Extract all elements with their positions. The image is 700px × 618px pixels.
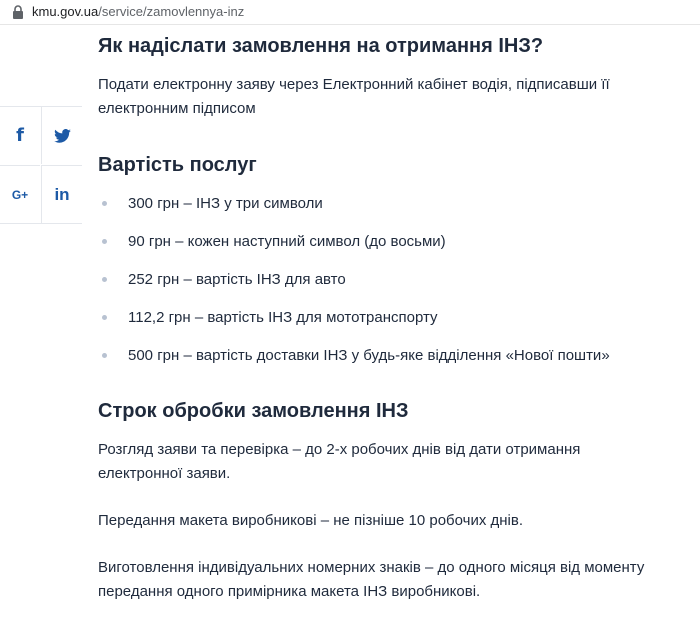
list-item: 500 грн – вартість доставки ІНЗ у будь-яке відділення «Нової пошти»	[98, 346, 688, 366]
bullet-icon	[102, 201, 107, 206]
twitter-icon	[54, 129, 71, 143]
main-content	[98, 24, 688, 604]
term-paragraph-review: Розгляд заяви та перевірка – до 2-х робочих днів від дати отримання електронної заяви.	[98, 441, 581, 482]
lock-icon	[12, 5, 24, 19]
term-section-title: Строк обробки замовлення ІНЗ	[98, 400, 409, 422]
bullet-icon	[102, 277, 107, 282]
address-bar[interactable]	[0, 0, 700, 25]
facebook-share-button[interactable]	[0, 107, 40, 164]
list-item: 300 грн – ІНЗ у три символи	[98, 194, 688, 214]
list-item: 90 грн – кожен наступний символ (до восьми)	[98, 232, 688, 252]
facebook-icon: f	[16, 125, 24, 146]
url-path: /service/zamovlennya-inz	[98, 4, 245, 19]
cost-list	[98, 194, 688, 366]
linkedin-share-button[interactable]	[41, 165, 82, 223]
term-paragraph-production: Виготовлення індивідуальних номерних знаків – до одного місяця від моменту передання одного примірника макета ІНЗ виробникові.	[98, 559, 645, 600]
google-plus-share-button[interactable]	[0, 165, 40, 223]
url-text[interactable]	[32, 3, 244, 21]
list-item: 252 грн – вартість ІНЗ для авто	[98, 270, 688, 290]
send-section-text: Подати електронну заяву через Електронний кабінет водія, підписавши її електронним підписом	[98, 76, 610, 117]
url-host: kmu.gov.ua	[32, 4, 99, 19]
list-item: 112,2 грн – вартість ІНЗ для мототранспорту	[98, 308, 688, 328]
linkedin-icon: in	[54, 184, 70, 204]
share-panel	[0, 106, 82, 224]
send-section-title: Як надіслати замовлення на отримання ІНЗ?	[98, 35, 544, 57]
twitter-share-button[interactable]	[41, 107, 82, 164]
google-plus-icon: G+	[11, 187, 29, 202]
term-paragraph-transfer: Передання макета виробникові – не пізніше 10 робочих днів.	[98, 512, 524, 529]
bullet-icon	[102, 353, 107, 358]
cost-section-title: Вартість послуг	[98, 154, 257, 176]
bullet-icon	[102, 239, 107, 244]
bullet-icon	[102, 315, 107, 320]
